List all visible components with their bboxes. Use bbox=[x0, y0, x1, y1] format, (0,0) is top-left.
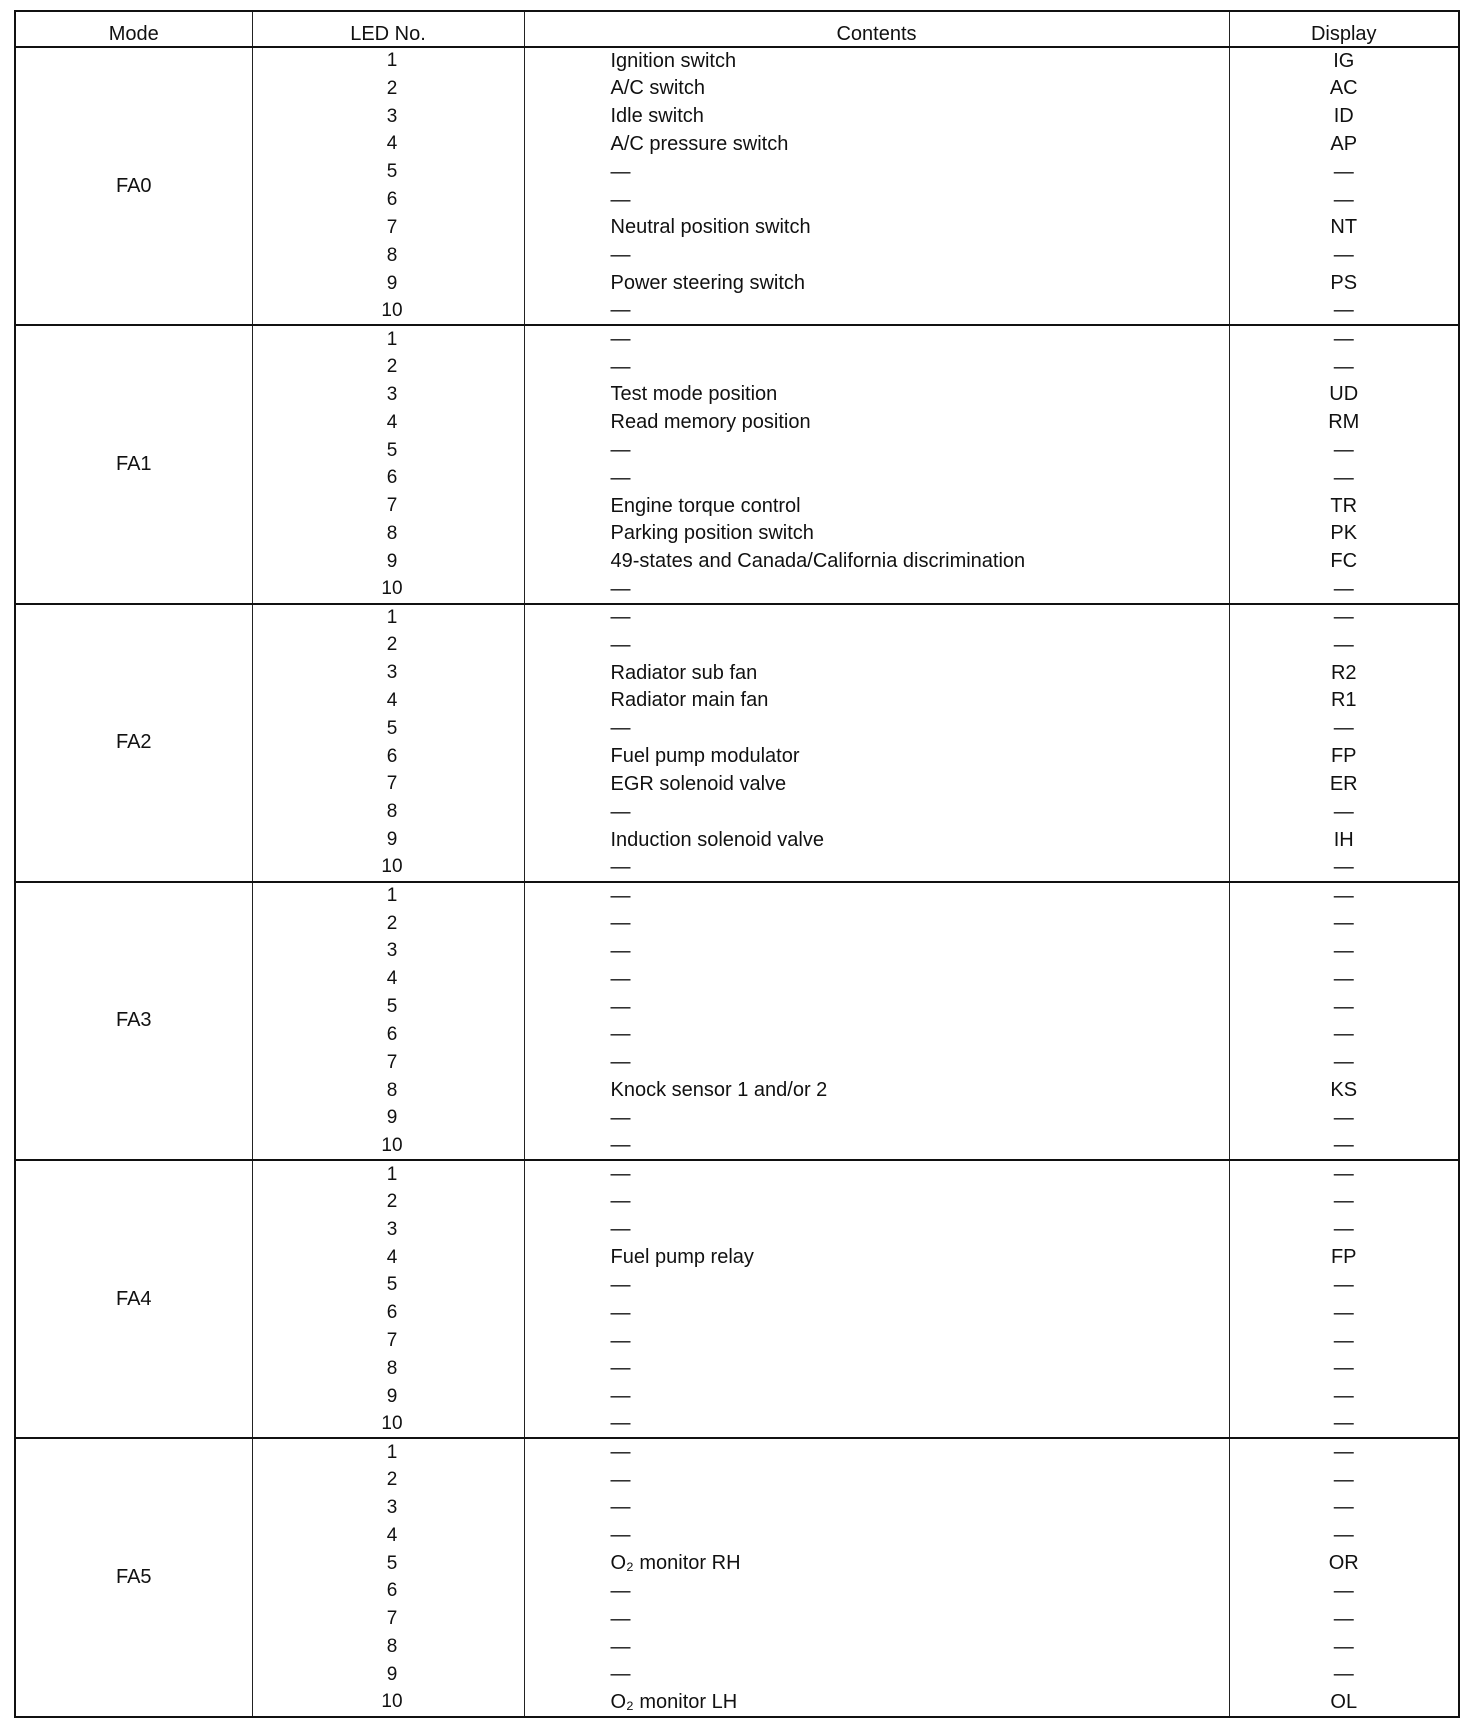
led-number-cell: 6 bbox=[252, 186, 524, 214]
led-number-cell: 3 bbox=[252, 659, 524, 687]
contents-cell: — bbox=[524, 325, 1229, 353]
contents-cell: — bbox=[524, 437, 1229, 465]
contents-cell: Induction solenoid valve bbox=[524, 826, 1229, 854]
display-code-cell: R1 bbox=[1330, 689, 1357, 712]
contents-cell: A/C switch bbox=[524, 75, 1229, 103]
led-number-cell: 10 bbox=[252, 854, 524, 882]
display-code-cell: — bbox=[1229, 882, 1459, 910]
led-number-cell: 3 bbox=[252, 1216, 524, 1244]
table-row bbox=[15, 604, 1459, 632]
header-display: Display bbox=[1229, 11, 1459, 47]
led-number-cell: 1 bbox=[252, 1438, 524, 1466]
display-code-cell: FP bbox=[1330, 745, 1357, 768]
contents-cell: Test mode position bbox=[524, 381, 1229, 409]
contents-cell: — bbox=[524, 1411, 1229, 1439]
contents-cell: Parking position switch bbox=[524, 520, 1229, 548]
contents-cell: — bbox=[524, 604, 1229, 632]
led-number-cell: 7 bbox=[252, 771, 524, 799]
contents-cell: — bbox=[524, 1299, 1229, 1327]
contents-cell: — bbox=[524, 1522, 1229, 1550]
led-number-cell: 3 bbox=[252, 103, 524, 131]
led-number-cell: 2 bbox=[252, 1188, 524, 1216]
display-code-cell: — bbox=[1333, 1051, 1354, 1074]
led-number-cell: 7 bbox=[252, 492, 524, 520]
led-number-cell: 4 bbox=[252, 1522, 524, 1550]
display-code-cell: R2 bbox=[1330, 661, 1357, 684]
led-number-cell: 10 bbox=[252, 1411, 524, 1439]
led-mode-table bbox=[14, 10, 1460, 1718]
contents-cell: — bbox=[524, 1188, 1229, 1216]
table-row bbox=[15, 325, 1459, 353]
table-row bbox=[15, 1160, 1459, 1188]
contents-cell: — bbox=[524, 1633, 1229, 1661]
display-code-cell: — bbox=[1333, 1134, 1354, 1157]
led-number-cell: 4 bbox=[252, 409, 524, 437]
mode-cell: FA5 bbox=[15, 1438, 252, 1717]
contents-cell: — bbox=[524, 1104, 1229, 1132]
contents-cell: — bbox=[524, 1021, 1229, 1049]
led-number-cell: 5 bbox=[252, 715, 524, 743]
led-number-cell: 8 bbox=[252, 1077, 524, 1105]
led-number-cell: 1 bbox=[252, 325, 524, 353]
led-number-cell: 7 bbox=[252, 214, 524, 242]
contents-cell: — bbox=[524, 854, 1229, 882]
contents-cell: A/C pressure switch bbox=[524, 130, 1229, 158]
display-code-cell: AP bbox=[1330, 132, 1358, 155]
display-code-cell: PS bbox=[1330, 272, 1358, 295]
display-code-cell: — bbox=[1333, 466, 1354, 489]
contents-cell: 49-states and Canada/California discrimination bbox=[524, 548, 1229, 576]
mode-cell: FA1 bbox=[15, 325, 252, 603]
contents-cell: — bbox=[524, 158, 1229, 186]
display-code-cell: — bbox=[1333, 244, 1354, 267]
led-number-cell: 6 bbox=[252, 743, 524, 771]
led-number-cell: 8 bbox=[252, 798, 524, 826]
mode-cell: FA4 bbox=[15, 1160, 252, 1438]
display-code-cell: — bbox=[1333, 1663, 1354, 1686]
display-code-cell: — bbox=[1333, 855, 1354, 878]
led-number-cell: 4 bbox=[252, 687, 524, 715]
led-number-cell: 5 bbox=[252, 993, 524, 1021]
display-code-cell: PK bbox=[1330, 522, 1358, 545]
led-number-cell: 1 bbox=[252, 882, 524, 910]
led-number-cell: 7 bbox=[252, 1327, 524, 1355]
led-number-cell: 3 bbox=[252, 1494, 524, 1522]
led-number-cell: 5 bbox=[252, 1271, 524, 1299]
contents-cell: — bbox=[524, 1438, 1229, 1466]
table-body bbox=[15, 47, 1459, 1717]
contents-cell: — bbox=[524, 186, 1229, 214]
contents-cell: — bbox=[524, 1049, 1229, 1077]
contents-cell: Read memory position bbox=[524, 409, 1229, 437]
contents-cell: Knock sensor 1 and/or 2 bbox=[524, 1077, 1229, 1105]
led-number-cell: 1 bbox=[252, 47, 524, 75]
contents-cell: — bbox=[524, 938, 1229, 966]
contents-cell: — bbox=[524, 993, 1229, 1021]
contents-cell: — bbox=[524, 353, 1229, 381]
display-code-cell: — bbox=[1333, 160, 1354, 183]
display-code-cell: FP bbox=[1330, 1246, 1357, 1269]
display-code-cell: FC bbox=[1330, 550, 1358, 573]
led-number-cell: 3 bbox=[252, 381, 524, 409]
display-code-cell: — bbox=[1333, 1329, 1354, 1352]
led-number-cell: 10 bbox=[252, 1689, 524, 1717]
header-mode: Mode bbox=[15, 11, 252, 47]
led-number-cell: 7 bbox=[252, 1605, 524, 1633]
display-code-cell: ID bbox=[1333, 105, 1354, 128]
contents-cell: Idle switch bbox=[524, 103, 1229, 131]
display-code-cell: — bbox=[1333, 577, 1354, 600]
display-code-cell: — bbox=[1333, 1273, 1354, 1296]
led-number-cell: 10 bbox=[252, 1132, 524, 1160]
table-row bbox=[15, 882, 1459, 910]
contents-cell: — bbox=[524, 1160, 1229, 1188]
contents-cell: — bbox=[524, 1661, 1229, 1689]
contents-cell: — bbox=[524, 1605, 1229, 1633]
display-code-cell: — bbox=[1333, 299, 1354, 322]
led-number-cell: 9 bbox=[252, 1104, 524, 1132]
contents-cell: O₂ monitor LH bbox=[524, 1689, 1229, 1717]
contents-cell: — bbox=[524, 965, 1229, 993]
table-row bbox=[15, 1438, 1459, 1466]
display-code-cell: — bbox=[1333, 995, 1354, 1018]
contents-cell: — bbox=[524, 1494, 1229, 1522]
contents-cell: — bbox=[524, 1271, 1229, 1299]
mode-cell: FA3 bbox=[15, 882, 252, 1160]
led-number-cell: 8 bbox=[252, 242, 524, 270]
contents-cell: — bbox=[524, 1355, 1229, 1383]
display-code-cell: — bbox=[1333, 439, 1354, 461]
display-code-cell: — bbox=[1229, 1438, 1459, 1466]
display-code-cell: — bbox=[1333, 1190, 1354, 1213]
display-code-cell: KS bbox=[1330, 1079, 1358, 1102]
contents-cell: Engine torque control bbox=[524, 492, 1229, 520]
header-row bbox=[15, 11, 1459, 47]
contents-cell: Radiator main fan bbox=[524, 687, 1229, 715]
led-number-cell: 1 bbox=[252, 1160, 524, 1188]
display-code-cell: — bbox=[1333, 633, 1354, 656]
led-number-cell: 4 bbox=[252, 965, 524, 993]
led-number-cell: 2 bbox=[252, 631, 524, 659]
header-led-no: LED No. bbox=[252, 11, 524, 47]
display-code-cell: — bbox=[1333, 1301, 1354, 1324]
header-contents: Contents bbox=[524, 11, 1229, 47]
contents-cell: — bbox=[524, 464, 1229, 492]
display-code-cell: — bbox=[1333, 1579, 1354, 1602]
led-number-cell: 6 bbox=[252, 464, 524, 492]
display-code-cell: OL bbox=[1330, 1690, 1358, 1713]
led-number-cell: 2 bbox=[252, 1466, 524, 1494]
contents-cell: — bbox=[524, 1383, 1229, 1411]
led-number-cell: 8 bbox=[252, 520, 524, 548]
contents-cell: — bbox=[524, 798, 1229, 826]
contents-cell: — bbox=[524, 882, 1229, 910]
display-code-cell: — bbox=[1333, 188, 1354, 211]
contents-cell: — bbox=[524, 631, 1229, 659]
led-number-cell: 9 bbox=[252, 826, 524, 854]
display-code-cell: — bbox=[1333, 1106, 1354, 1129]
display-code-cell: — bbox=[1229, 604, 1459, 632]
contents-cell: — bbox=[524, 715, 1229, 743]
contents-cell: — bbox=[524, 1132, 1229, 1160]
led-number-cell: 9 bbox=[252, 1383, 524, 1411]
led-number-cell: 7 bbox=[252, 1049, 524, 1077]
display-code-cell: AC bbox=[1329, 77, 1358, 100]
display-code-cell: — bbox=[1333, 355, 1354, 378]
display-code-cell: — bbox=[1333, 1218, 1354, 1241]
contents-cell: EGR solenoid valve bbox=[524, 771, 1229, 799]
display-code-cell: — bbox=[1333, 912, 1354, 935]
display-code-cell: — bbox=[1333, 1412, 1354, 1435]
display-code-cell: — bbox=[1229, 325, 1459, 353]
led-number-cell: 2 bbox=[252, 75, 524, 103]
led-number-cell: 3 bbox=[252, 938, 524, 966]
led-number-cell: 8 bbox=[252, 1355, 524, 1383]
display-code-cell: — bbox=[1333, 1496, 1354, 1519]
led-number-cell: 6 bbox=[252, 1021, 524, 1049]
display-code-cell: — bbox=[1333, 967, 1354, 990]
led-number-cell: 5 bbox=[252, 437, 524, 465]
led-number-cell: 10 bbox=[252, 576, 524, 604]
display-code-cell: UD bbox=[1329, 383, 1359, 406]
display-code-cell: — bbox=[1229, 1160, 1459, 1188]
contents-cell: — bbox=[524, 1216, 1229, 1244]
display-code-cell: — bbox=[1333, 1468, 1354, 1491]
contents-cell: — bbox=[524, 242, 1229, 270]
display-code-cell: — bbox=[1333, 717, 1354, 740]
display-code-cell: — bbox=[1333, 1023, 1354, 1046]
table-row bbox=[15, 47, 1459, 75]
display-code-cell: — bbox=[1333, 1357, 1354, 1380]
display-code-cell: — bbox=[1333, 1635, 1354, 1658]
contents-cell: Neutral position switch bbox=[524, 214, 1229, 242]
contents-cell: — bbox=[524, 297, 1229, 325]
display-code-cell: OR bbox=[1328, 1552, 1359, 1575]
led-number-cell: 1 bbox=[252, 604, 524, 632]
led-number-cell: 10 bbox=[252, 297, 524, 325]
display-code-cell: — bbox=[1333, 1607, 1354, 1630]
display-code-cell: TR bbox=[1330, 494, 1358, 517]
led-number-cell: 9 bbox=[252, 270, 524, 298]
contents-cell: — bbox=[524, 910, 1229, 938]
display-code-cell: — bbox=[1333, 800, 1354, 823]
contents-cell: Fuel pump relay bbox=[524, 1244, 1229, 1272]
led-number-cell: 5 bbox=[252, 158, 524, 186]
led-number-cell: 6 bbox=[252, 1578, 524, 1606]
display-code-cell: IH bbox=[1333, 828, 1354, 851]
led-number-cell: 4 bbox=[252, 130, 524, 158]
contents-cell: Ignition switch bbox=[524, 47, 1229, 75]
contents-cell: — bbox=[524, 1466, 1229, 1494]
led-number-cell: 6 bbox=[252, 1299, 524, 1327]
led-number-cell: 4 bbox=[252, 1244, 524, 1272]
display-code-cell: IG bbox=[1229, 47, 1459, 75]
led-number-cell: 9 bbox=[252, 1661, 524, 1689]
mode-cell: FA0 bbox=[15, 47, 252, 325]
contents-cell: — bbox=[524, 576, 1229, 604]
display-code-cell: — bbox=[1333, 939, 1354, 962]
contents-cell: O₂ monitor RH bbox=[524, 1550, 1229, 1578]
contents-cell: — bbox=[524, 1327, 1229, 1355]
led-number-cell: 5 bbox=[252, 1550, 524, 1578]
led-number-cell: 2 bbox=[252, 910, 524, 938]
display-code-cell: ER bbox=[1329, 772, 1358, 795]
led-number-cell: 2 bbox=[252, 353, 524, 381]
display-code-cell: — bbox=[1333, 1385, 1354, 1408]
mode-cell: FA2 bbox=[15, 604, 252, 882]
contents-cell: Radiator sub fan bbox=[524, 659, 1229, 687]
contents-cell: — bbox=[524, 1578, 1229, 1606]
contents-cell: Fuel pump modulator bbox=[524, 743, 1229, 771]
led-number-cell: 8 bbox=[252, 1633, 524, 1661]
display-code-cell: RM bbox=[1328, 411, 1360, 434]
contents-cell: Power steering switch bbox=[524, 270, 1229, 298]
led-number-cell: 9 bbox=[252, 548, 524, 576]
display-code-cell: — bbox=[1333, 1524, 1354, 1547]
display-code-cell: NT bbox=[1330, 216, 1358, 239]
